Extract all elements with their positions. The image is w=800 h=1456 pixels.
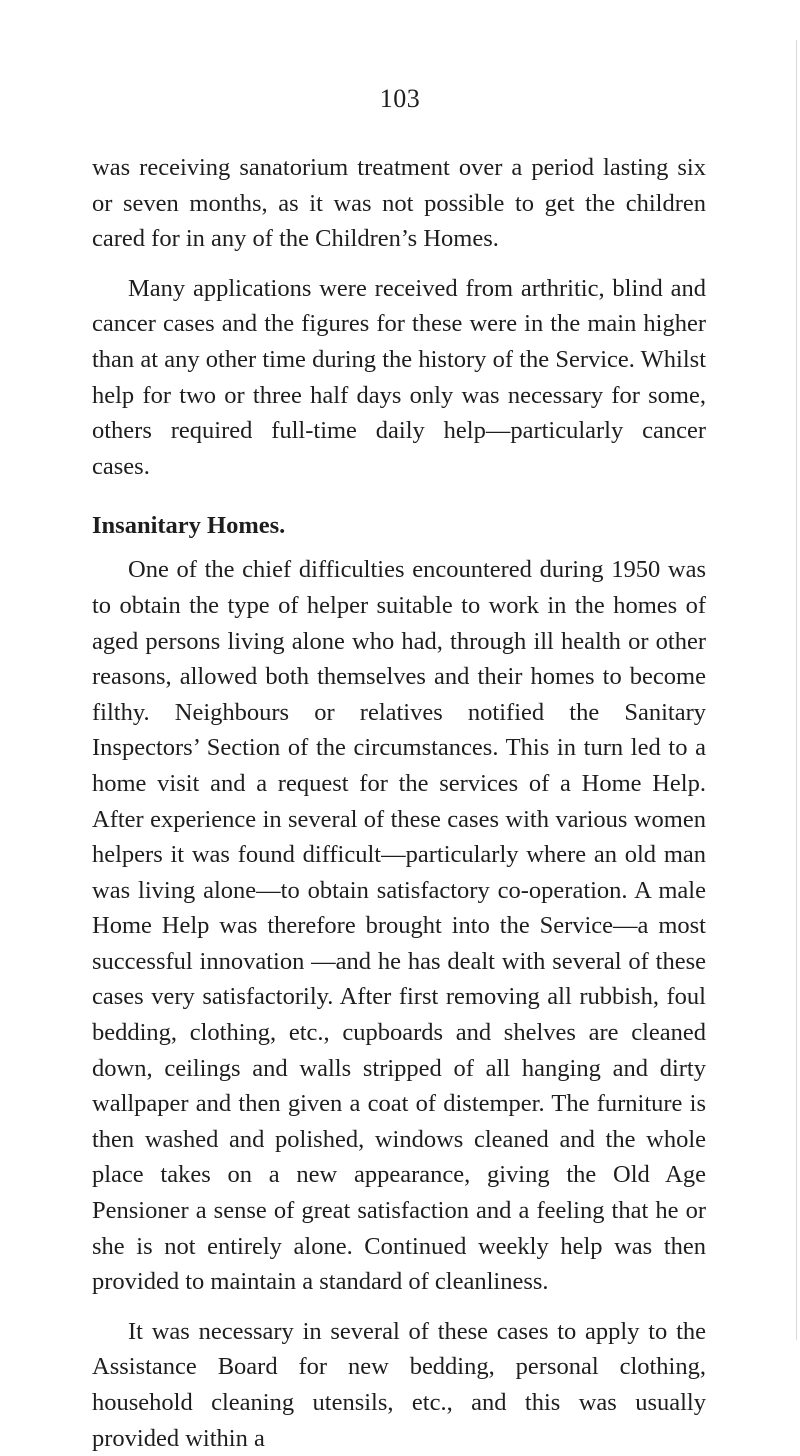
paragraph-continuation: was receiving sanatorium treatment over a period lasting six or seven months, as it was not possible to get the children cared for in any of the Children’s Homes. bbox=[92, 154, 706, 253]
paragraph-assistance-board: It was necessary in several of these cases to apply to the Assistance Board for new bedding, personal clothing, household cleaning utensils, etc., and this was usually provided within a bbox=[92, 1317, 706, 1452]
page-edge-line bbox=[796, 40, 797, 1340]
paragraph-applications: Many applications were received from arthritic, blind and cancer cases and the figures for these were in the main higher than at any other time during the history of the Service. Whilst help for two or three half days only was necessary for some, others required full-time daily help—particularly cancer cases. bbox=[92, 274, 706, 480]
section-heading-insanitary-homes: Insanitary Homes. bbox=[92, 512, 286, 540]
page-number: 103 bbox=[379, 84, 421, 113]
paragraph-insanitary-homes: One of the chief difficulties encountered during 1950 was to obtain the type of helper suitable to work in the homes of aged persons living alone who had, through ill health or other reasons, allowed both themselves and their homes to become filthy. Neighbours or relatives notified the Sanitary Inspectors’ Section of the circumstances. This in turn led to a home visit and a request for the services of a Home Help. After experience in several of these cases with various women helpers it was found difficult—particularly where an old man was living alone—to obtain satisfactory co-operation. A male Home Help was therefore brought into the Service—a most successful innovation —and he has dealt with several of these cases very satisfactorily. After first removing all rubbish, foul bedding, clothing, etc., cupboards and shelves are cleaned down, ceilings and walls stripped of all hanging and dirty wallpaper and then given a coat of distemper. The furniture is then washed and polished, windows cleaned and the whole place takes on a new appearance, giving the Old Age Pensioner a sense of great satisfaction and a feeling that he or she is not entirely alone. Continued weekly help was then provided to maintain a standard of cleanliness. bbox=[92, 556, 706, 1296]
page-body bbox=[92, 150, 706, 1456]
